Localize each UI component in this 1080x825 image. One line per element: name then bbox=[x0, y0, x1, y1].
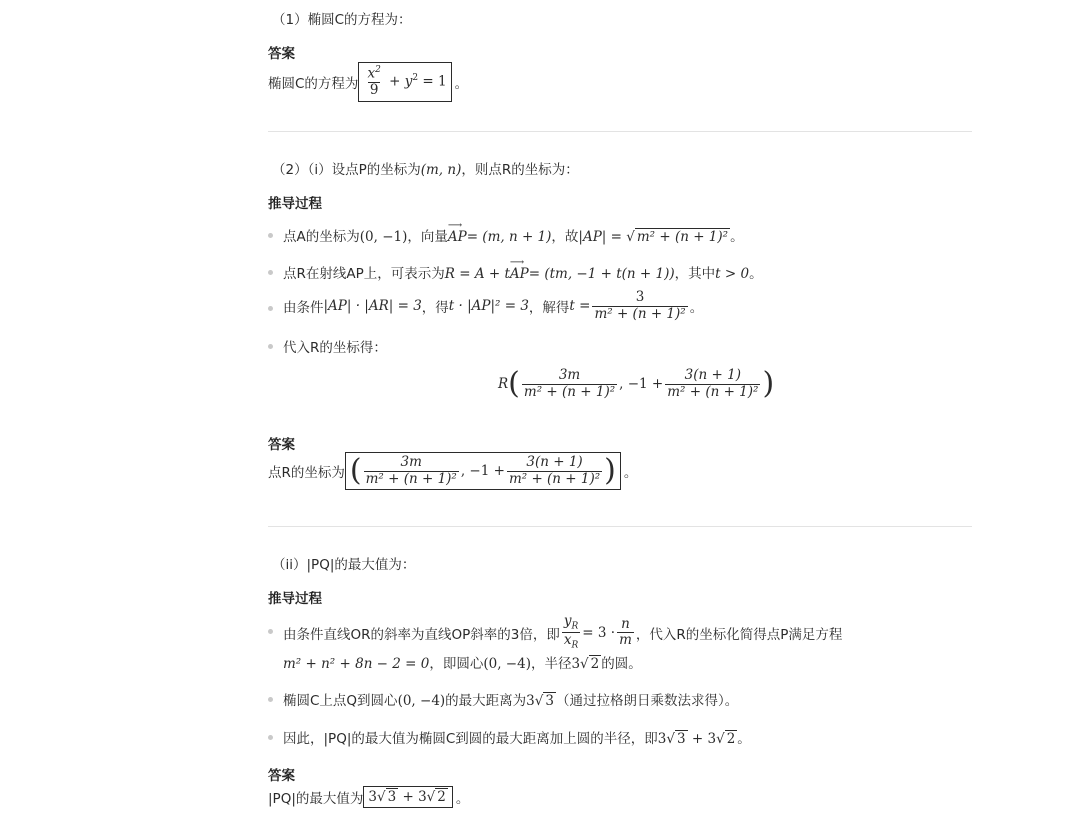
ellipse-equation: $\frac{x^2}{9}$ + $y^2 = 1$ bbox=[358, 62, 451, 102]
pq-max-answer: 3√ 3 + 3√ 2 bbox=[363, 786, 452, 808]
part2ii-bullet-1-line2: m² + n² + 8n − 2 = 0，即圆心(0, −4)，半径3√ 2 的圆。 bbox=[283, 656, 642, 672]
part1-answer-prefix: 椭圆C的方程为 bbox=[268, 75, 359, 92]
part1-answer-label: 答案 bbox=[268, 46, 295, 62]
bullet-dot bbox=[268, 697, 273, 702]
divider-1 bbox=[268, 131, 972, 132]
part2i-bullet-1: 点A的坐标为(0, −1)，向量 ⟶ AP= (m, n + 1)，故|AP| = √ m² + (n + 1)² 。 bbox=[283, 220, 744, 245]
r-coordinate-answer: ( $\frac{3m}{\text{m² + (n + 1)²}}$ , −1 + $\frac{3(n + 1)}{\text{m² + (n + 1)²}}$ ) bbox=[345, 452, 621, 490]
part2i-bullet-2: 点R在射线AP上，可表示为R = A + t ⟶ AP= (tm, −1 + t(n + 1))，其中t > 0。 bbox=[283, 257, 763, 282]
divider-2 bbox=[268, 526, 972, 527]
part2i-answer bbox=[268, 452, 637, 490]
part2ii-heading: （ii）|PQ|的最大值为： bbox=[272, 557, 416, 573]
bullet-dot bbox=[268, 629, 273, 634]
bullet-dot bbox=[268, 270, 273, 275]
bullet-dot bbox=[268, 735, 273, 740]
part2i-heading: （2）（i）设点P的坐标为(m, n)，则点R的坐标为： bbox=[272, 162, 579, 178]
part2ii-answer bbox=[268, 786, 469, 808]
r-coordinate-display: R ( $\frac{3m}{\text{m² + (n + 1)²}}$ , −1 + $\frac{3(n + 1)}{\text{m² + (n + 1)²}}$ ) bbox=[498, 366, 775, 402]
part2i-bullet-3: 由条件 |AP| · |AR| = 3 ，得 t · |AP|² = 3 ，解得 t = $\frac{3}{\text{m² + (n + 1)²}}$ 。 bbox=[283, 289, 704, 322]
part2i-bullet-4: 代入R的坐标得： bbox=[283, 340, 387, 356]
part2ii-answer-label: 答案 bbox=[268, 768, 295, 784]
bullet-dot bbox=[268, 233, 273, 238]
part2i-answer-suffix: 。 bbox=[623, 465, 638, 482]
part2i-derivation-label: 推导过程 bbox=[268, 196, 322, 212]
part2i-answer-label: 答案 bbox=[268, 437, 295, 453]
part1-answer-suffix: 。 bbox=[454, 75, 469, 92]
part2ii-answer-prefix: |PQ|的最大值为 bbox=[268, 791, 364, 807]
part2ii-bullet-1: 由条件直线OR的斜率为直线OP斜率的3倍，即 $\frac{y_R}{x_R}$ = 3 · $\frac{n}{m}$ ，代入R的坐标化简得点P满足方程 bbox=[283, 613, 843, 651]
part1-heading: （1）椭圆C的方程为： bbox=[272, 12, 412, 28]
part2ii-answer-suffix: 。 bbox=[455, 791, 470, 807]
part2ii-bullet-2: 椭圆C上点Q到圆心(0, −4)的最大距离为3√ 3 （通过拉格朗日乘数法求得）。 bbox=[283, 693, 739, 709]
bullet-dot bbox=[268, 344, 273, 349]
part2i-answer-prefix: 点R的坐标为 bbox=[268, 465, 345, 482]
part2ii-bullet-3: 因此，|PQ|的最大值为椭圆C到圆的最大距离加上圆的半径，即3√ 3 + 3√ 2 。 bbox=[283, 731, 751, 747]
part1-answer bbox=[268, 62, 468, 102]
part2ii-derivation-label: 推导过程 bbox=[268, 591, 322, 607]
bullet-dot bbox=[268, 306, 273, 311]
